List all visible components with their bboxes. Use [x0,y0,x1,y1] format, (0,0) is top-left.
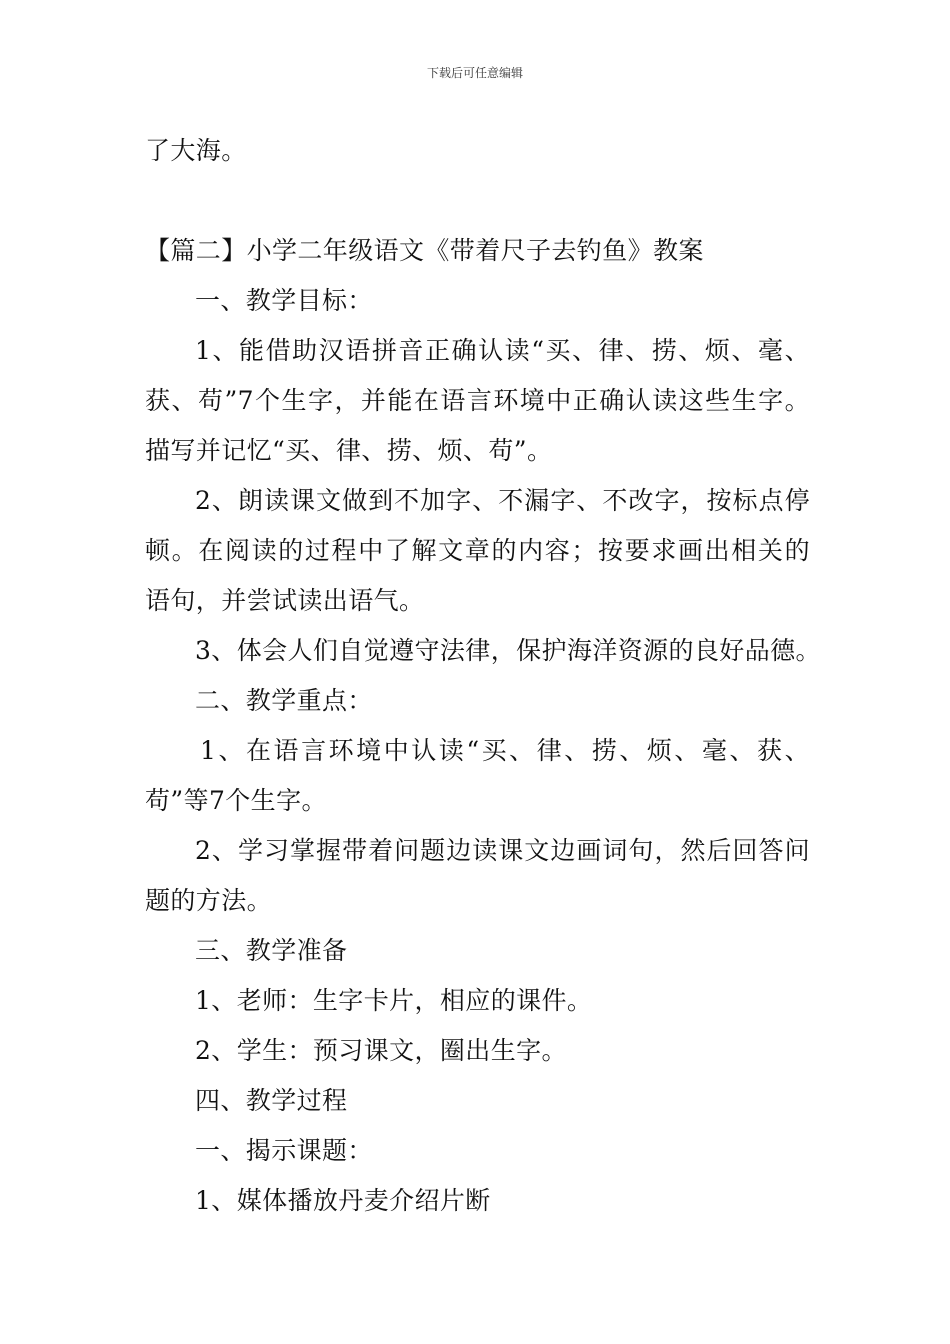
text-line: 1、老师：生字卡片，相应的课件。 [195,986,593,1015]
text-line: 1、媒体播放丹麦介绍片断 [195,1186,491,1215]
paragraph-gap [145,176,810,226]
text-line: 2、学生：预习课文，圈出生字。 [195,1036,567,1065]
text-line: 语句，并尝试读出语气。 [145,586,425,615]
text-line: 3、体会人们自觉遵守法律，保护海洋资源的良好品德。 [195,636,821,665]
text-line: 描写并记忆“买、律、捞、烦、苟”。 [145,436,553,465]
text-line: 苟”等7个生字。 [145,786,327,815]
text-line: 题的方法。 [145,886,273,915]
text-line: 1、在语言环境中认读“买、律、捞、烦、毫、获、 [200,736,810,765]
subheading: 四、教学过程 [195,1086,348,1115]
text-line: 2、学习掌握带着问题边读课文边画词句，然后回答问 [195,836,810,865]
text-line: 2、朗读课文做到不加字、不漏字、不改字，按标点停 [195,486,810,515]
text-line: 获、苟”7个生字，并能在语言环境中正确认读这些生字。 [145,386,810,415]
text-line: 1、能借助汉语拼音正确认读“买、律、捞、烦、毫、 [195,336,810,365]
subheading: 一、教学目标： [195,286,373,315]
section-heading: 【篇二】小学二年级语文《带着尺子去钓鱼》教案 [145,236,704,265]
document-body [145,126,821,1226]
page-header-note: 下载后可任意编辑 [426,66,523,80]
subheading: 三、教学准备 [195,936,348,965]
subheading: 一、揭示课题： [195,1136,373,1165]
text-line: 顿。在阅读的过程中了解文章的内容；按要求画出相关的 [145,536,810,565]
subheading: 二、教学重点： [195,686,373,715]
text-line: 了大海。 [145,136,247,165]
